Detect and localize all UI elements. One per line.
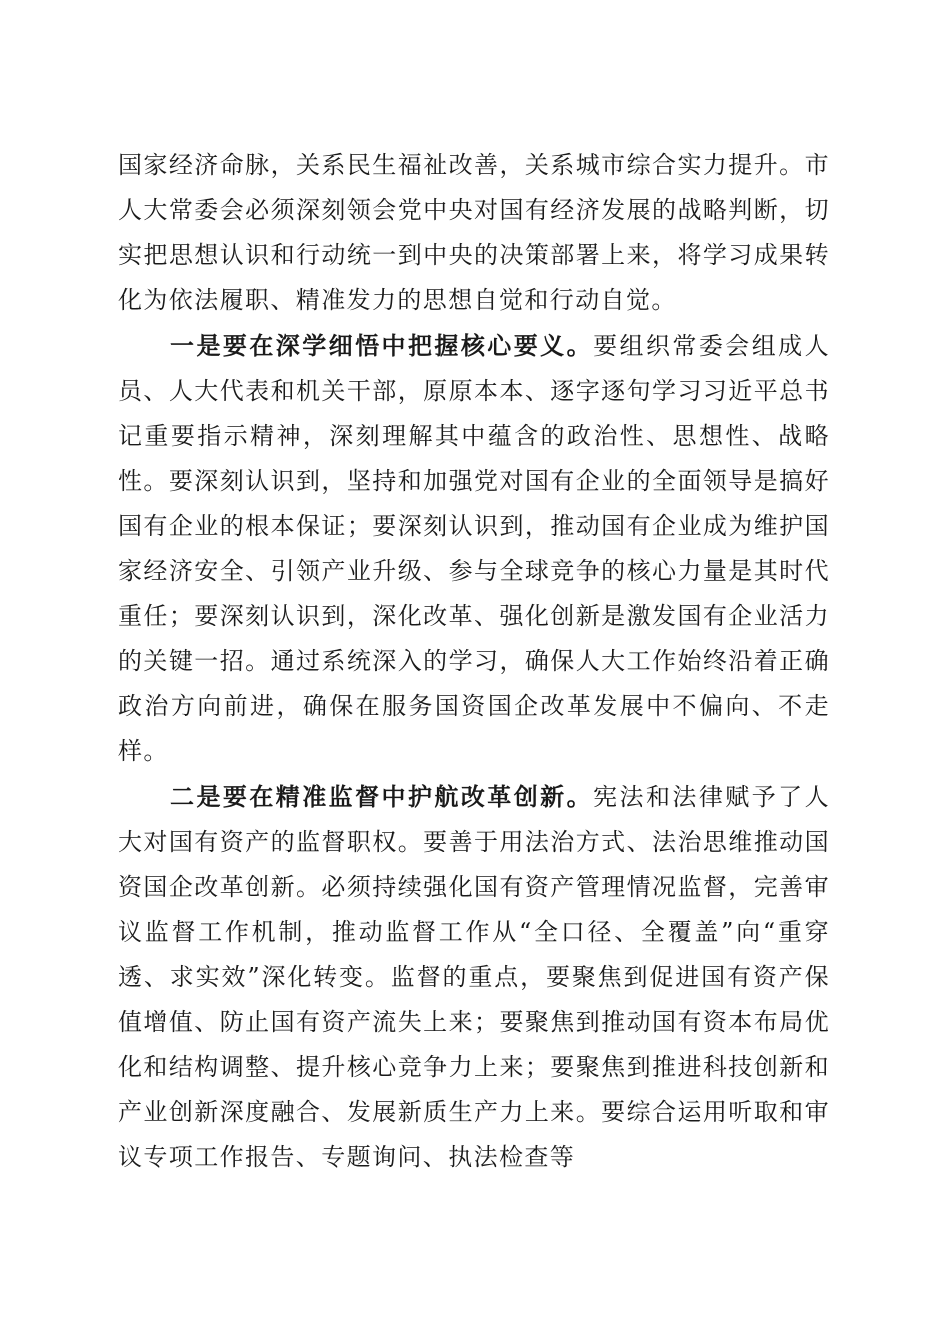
paragraph-point-one bbox=[118, 323, 830, 774]
paragraph-continuation bbox=[118, 143, 830, 323]
paragraph-point-two bbox=[118, 774, 830, 1180]
paragraph-lead: 二是要在精准监督中护航改革创新。 bbox=[170, 782, 594, 811]
paragraph-lead: 一是要在深学细悟中把握核心要义。 bbox=[170, 331, 594, 360]
paragraph-text: 国家经济命脉，关系民生福祉改善，关系城市综合实力提升。市人大常委会必须深刻领会党中央对国有经济发展的战略判断，切实把思想认识和行动统一到中央的决策部署上来，将学习成果转化为依法履职、精准发力的思想自觉和行动自觉。 bbox=[118, 151, 830, 314]
document-body bbox=[118, 143, 830, 1180]
paragraph-text: 要组织常委会组成人员、人大代表和机关干部，原原本本、逐字逐句学习习近平总书记重要指示精神，深刻理解其中蕴含的政治性、思想性、战略性。要深刻认识到，坚持和加强党对国有企业的全面领导是搞好国有企业的根本保证；要深刻认识到，推动国有企业成为维护国家经济安全、引领产业升级、参与全球竞争的核心力量是其时代重任；要深刻认识到，深化改革、强化创新是激发国有企业活力的关键一招。通过系统深入的学习，确保人大工作始终沿着正确政治方向前进，确保在服务国资国企改革发展中不偏向、不走样。 bbox=[118, 332, 830, 765]
paragraph-text: 宪法和法律赋予了人大对国有资产的监督职权。要善于用法治方式、法治思维推动国资国企改革创新。必须持续强化国有资产管理情况监督，完善审议监督工作机制，推动监督工作从“全口径、全覆盖”向“重穿透、求实效”深化转变。监督的重点，要聚焦到促进国有资产保值增值、防止国有资产流失上来；要聚焦到推动国有资本布局优化和结构调整、提升核心竞争力上来；要聚焦到推进科技创新和产业创新深度融合、发展新质生产力上来。要综合运用听取和审议专项工作报告、专题询问、执法检查等 bbox=[118, 783, 830, 1171]
